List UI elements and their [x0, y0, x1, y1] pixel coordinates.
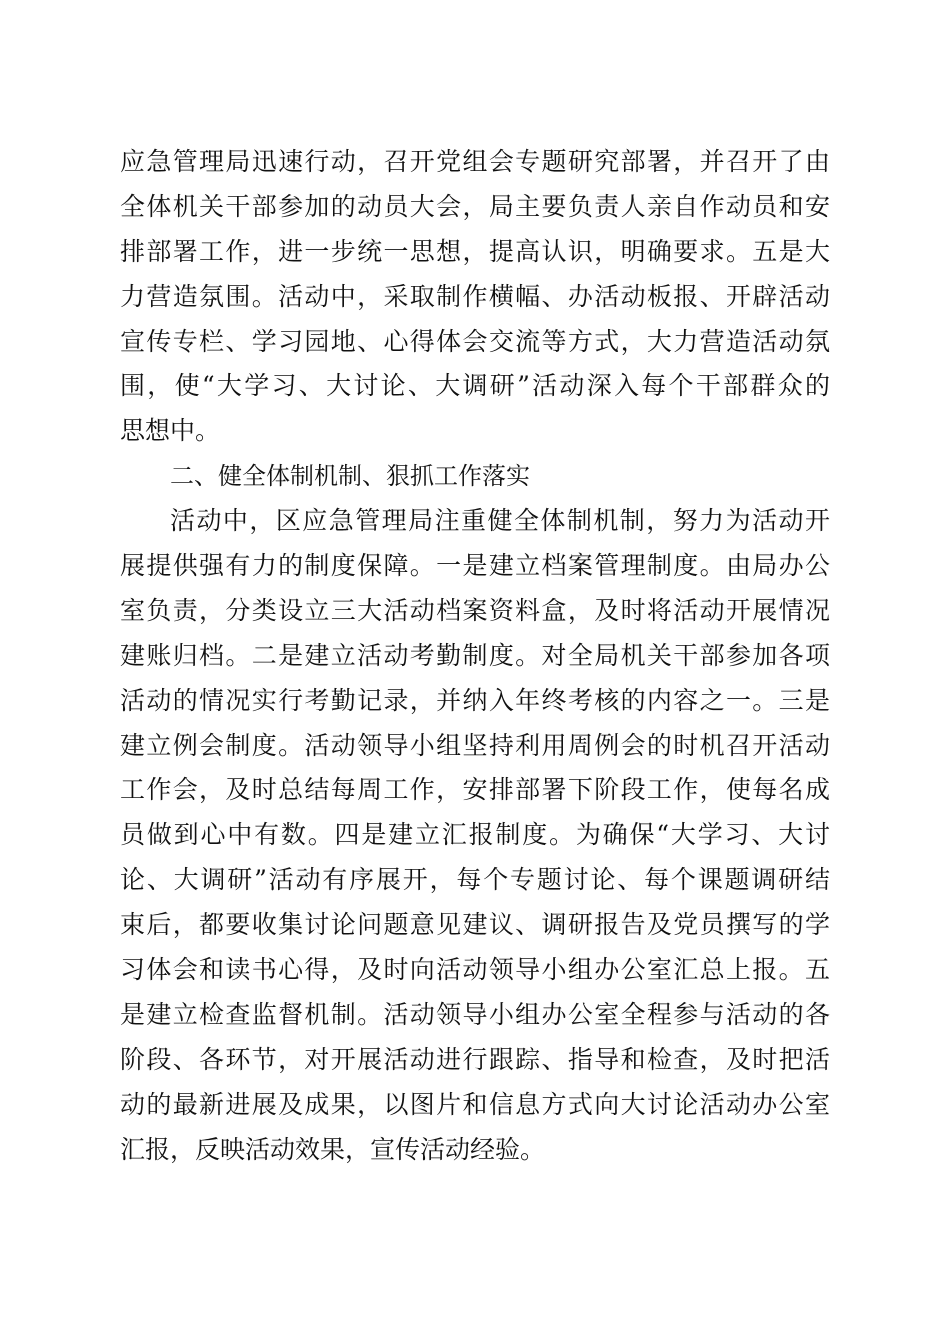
text-line: 建账归档。二是建立活动考勤制度。对全局机关干部参加各项	[120, 640, 830, 670]
text-line: 是建立检查监督机制。活动领导小组办公室全程参与活动的各	[120, 999, 830, 1029]
text-line: 全体机关干部参加的动员大会，局主要负责人亲自作动员和安	[120, 191, 830, 221]
text-line: 论、大调研”活动有序展开，每个专题讨论、每个课题调研结	[120, 865, 830, 895]
text-line: 建立例会制度。活动领导小组坚持利用周例会的时机召开活动	[120, 730, 830, 760]
text-line: 活动中，区应急管理局注重健全体制机制，努力为活动开	[170, 506, 830, 536]
text-line: 员做到心中有数。四是建立汇报制度。为确保“大学习、大讨	[120, 820, 830, 850]
text-line: 思想中。	[120, 416, 221, 446]
text-line: 围，使“大学习、大讨论、大调研”活动深入每个干部群众的	[120, 371, 830, 401]
paragraph-2	[120, 499, 830, 1172]
text-line: 室负责，分类设立三大活动档案资料盒，及时将活动开展情况	[120, 595, 830, 625]
text-line: 宣传专栏、学习园地、心得体会交流等方式，大力营造活动氛	[120, 326, 830, 356]
text-line: 展提供强有力的制度保障。一是建立档案管理制度。由局办公	[120, 551, 830, 581]
text-line: 排部署工作，进一步统一思想，提高认识，明确要求。五是大	[120, 236, 830, 266]
document-body	[120, 140, 830, 1172]
text-line: 汇报，反映活动效果，宣传活动经验。	[120, 1134, 546, 1164]
text-line: 力营造氛围。活动中，采取制作横幅、办活动板报、开辟活动	[120, 281, 830, 311]
text-line: 束后，都要收集讨论问题意见建议、调研报告及党员撰写的学	[120, 910, 830, 940]
text-line: 工作会，及时总结每周工作，安排部署下阶段工作，使每名成	[120, 775, 830, 805]
text-line: 阶段、各环节，对开展活动进行跟踪、指导和检查，及时把活	[120, 1044, 830, 1074]
text-line: 动的最新进展及成果，以图片和信息方式向大讨论活动办公室	[120, 1089, 830, 1119]
text-line: 活动的情况实行考勤记录，并纳入年终考核的内容之一。三是	[120, 685, 830, 715]
text-line: 应急管理局迅速行动，召开党组会专题研究部署，并召开了由	[120, 147, 830, 176]
paragraph-1	[120, 140, 830, 454]
text-line: 习体会和读书心得，及时向活动领导小组办公室汇总上报。五	[120, 955, 830, 985]
section-heading: 二、健全体制机制、狠抓工作落实	[170, 462, 530, 491]
